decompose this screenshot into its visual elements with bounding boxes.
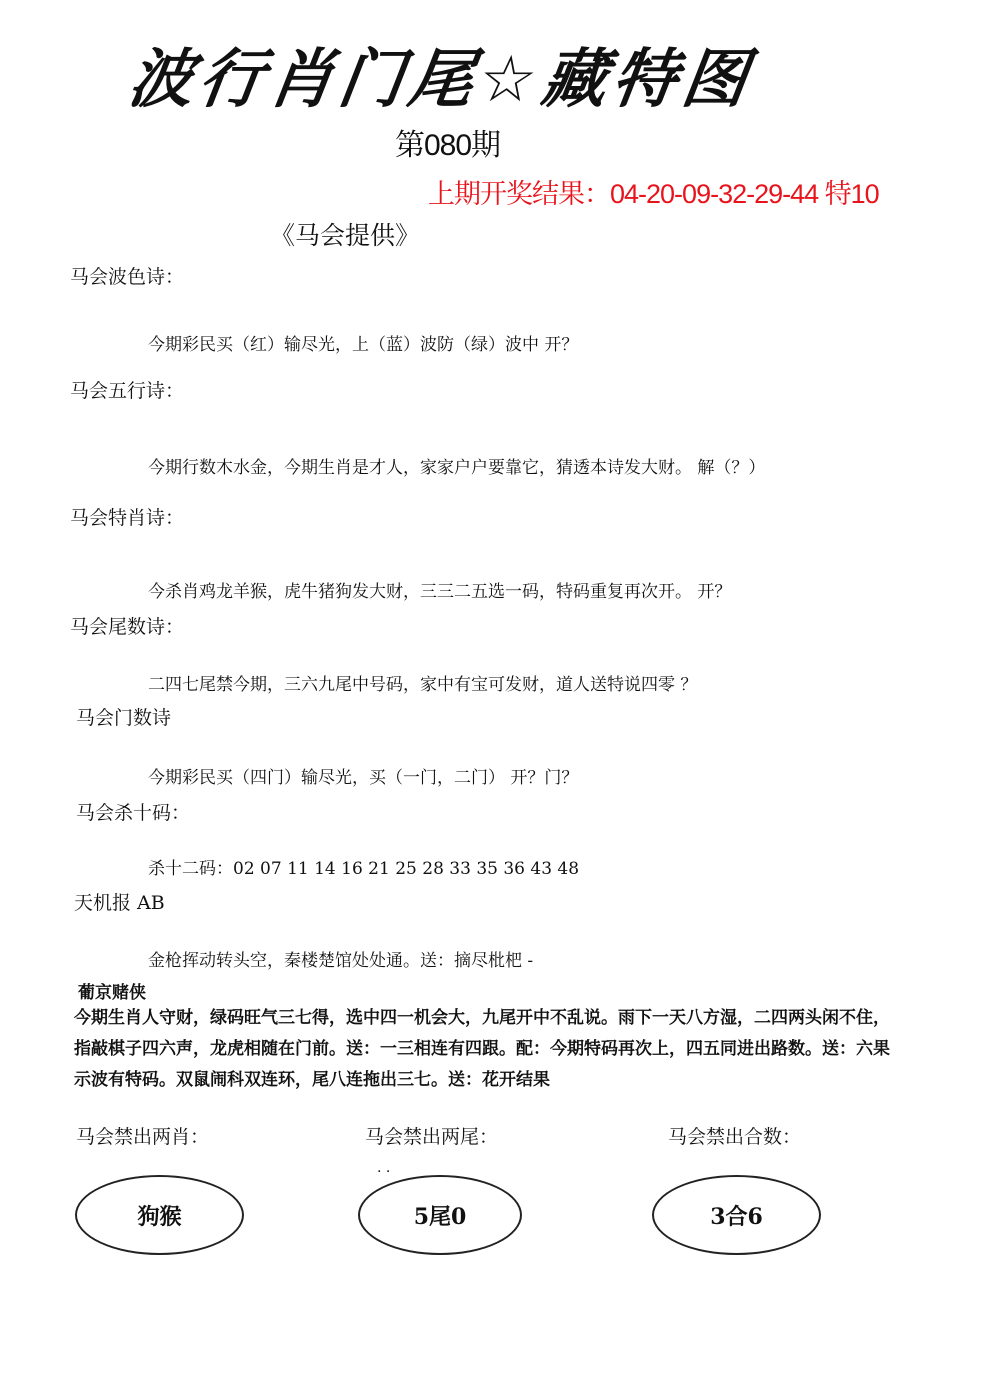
dots-mark: . . [377,1160,391,1176]
ban-zodiac-oval [75,1175,244,1255]
section-heading-tianji: 天机报 AB [74,892,165,914]
ban-sum-oval [652,1175,821,1255]
ban-sum-label: 马会禁出合数： [668,1126,802,1148]
last-result: 上期开奖结果：04-20-09-32-29-44 特10 [428,179,879,209]
section-text-tail: 二四七尾禁今期，三六九尾中号码，家中有宝可发财，道人送特说四零 ？ [148,675,698,695]
ban-tail-label: 马会禁出两尾： [365,1126,499,1148]
provider-label: 《马会提供》 [270,221,421,250]
section-heading-door: 马会门数诗 [76,707,172,729]
section-text-elements: 今期行数木水金，今期生肖是才人，家家户户要靠它，猜透本诗发大财。 解（？） [148,458,766,478]
puzzle-text: 今期生肖人守财，绿码旺气三七得，选中四一机会大，九尾开中不乱说。雨下一天八方湿，二四两头闲不住，指敲棋子四六声，龙虎相随在门前。送：一三相连有四跟。配：今期特码再次上，四五同进出路数。送：六果示波有特码。双鼠闹科双连环，尾八连拖出三七。送：花开结果 [74,1008,890,1090]
section-heading-elements: 马会五行诗： [70,380,185,402]
ban-zodiac-label: 马会禁出两肖： [76,1126,210,1148]
page-title: 波行肖门尾☆藏特图 [123,43,758,117]
ban-tail-oval [358,1175,522,1255]
section-text-zodiac: 今杀肖鸡龙羊猴，虎牛猪狗发大财，三三二五选一码，特码重复再次开。 开？ [148,582,732,602]
section-text-color: 今期彩民买（红）输尽光，上（蓝）波防（绿）波中 开？ [148,335,579,355]
puzzle-heading: 葡京赌侠 [78,983,146,1003]
section-text-tianji: 金枪挥动转头空，秦楼楚馆处处通。送：摘尽枇杷 - [148,951,534,971]
ban-zodiac-value: 狗猴 [137,1203,182,1230]
ban-sum-value: 3合6 [710,1203,763,1230]
section-heading-zodiac: 马会特肖诗： [70,507,185,529]
section-text-door: 今期彩民买（四门）输尽光，买（一门，二门） 开？门？ [148,768,579,788]
section-heading-color: 马会波色诗： [70,266,185,288]
section-text-kill: 杀十二码：02 07 11 14 16 21 25 28 33 35 36 43 48 [148,859,580,879]
section-heading-tail: 马会尾数诗： [70,616,185,638]
section-heading-kill: 马会杀十码： [76,802,191,824]
issue-number: 第080期 [395,129,501,162]
ban-tail-value: 5尾0 [413,1203,467,1230]
